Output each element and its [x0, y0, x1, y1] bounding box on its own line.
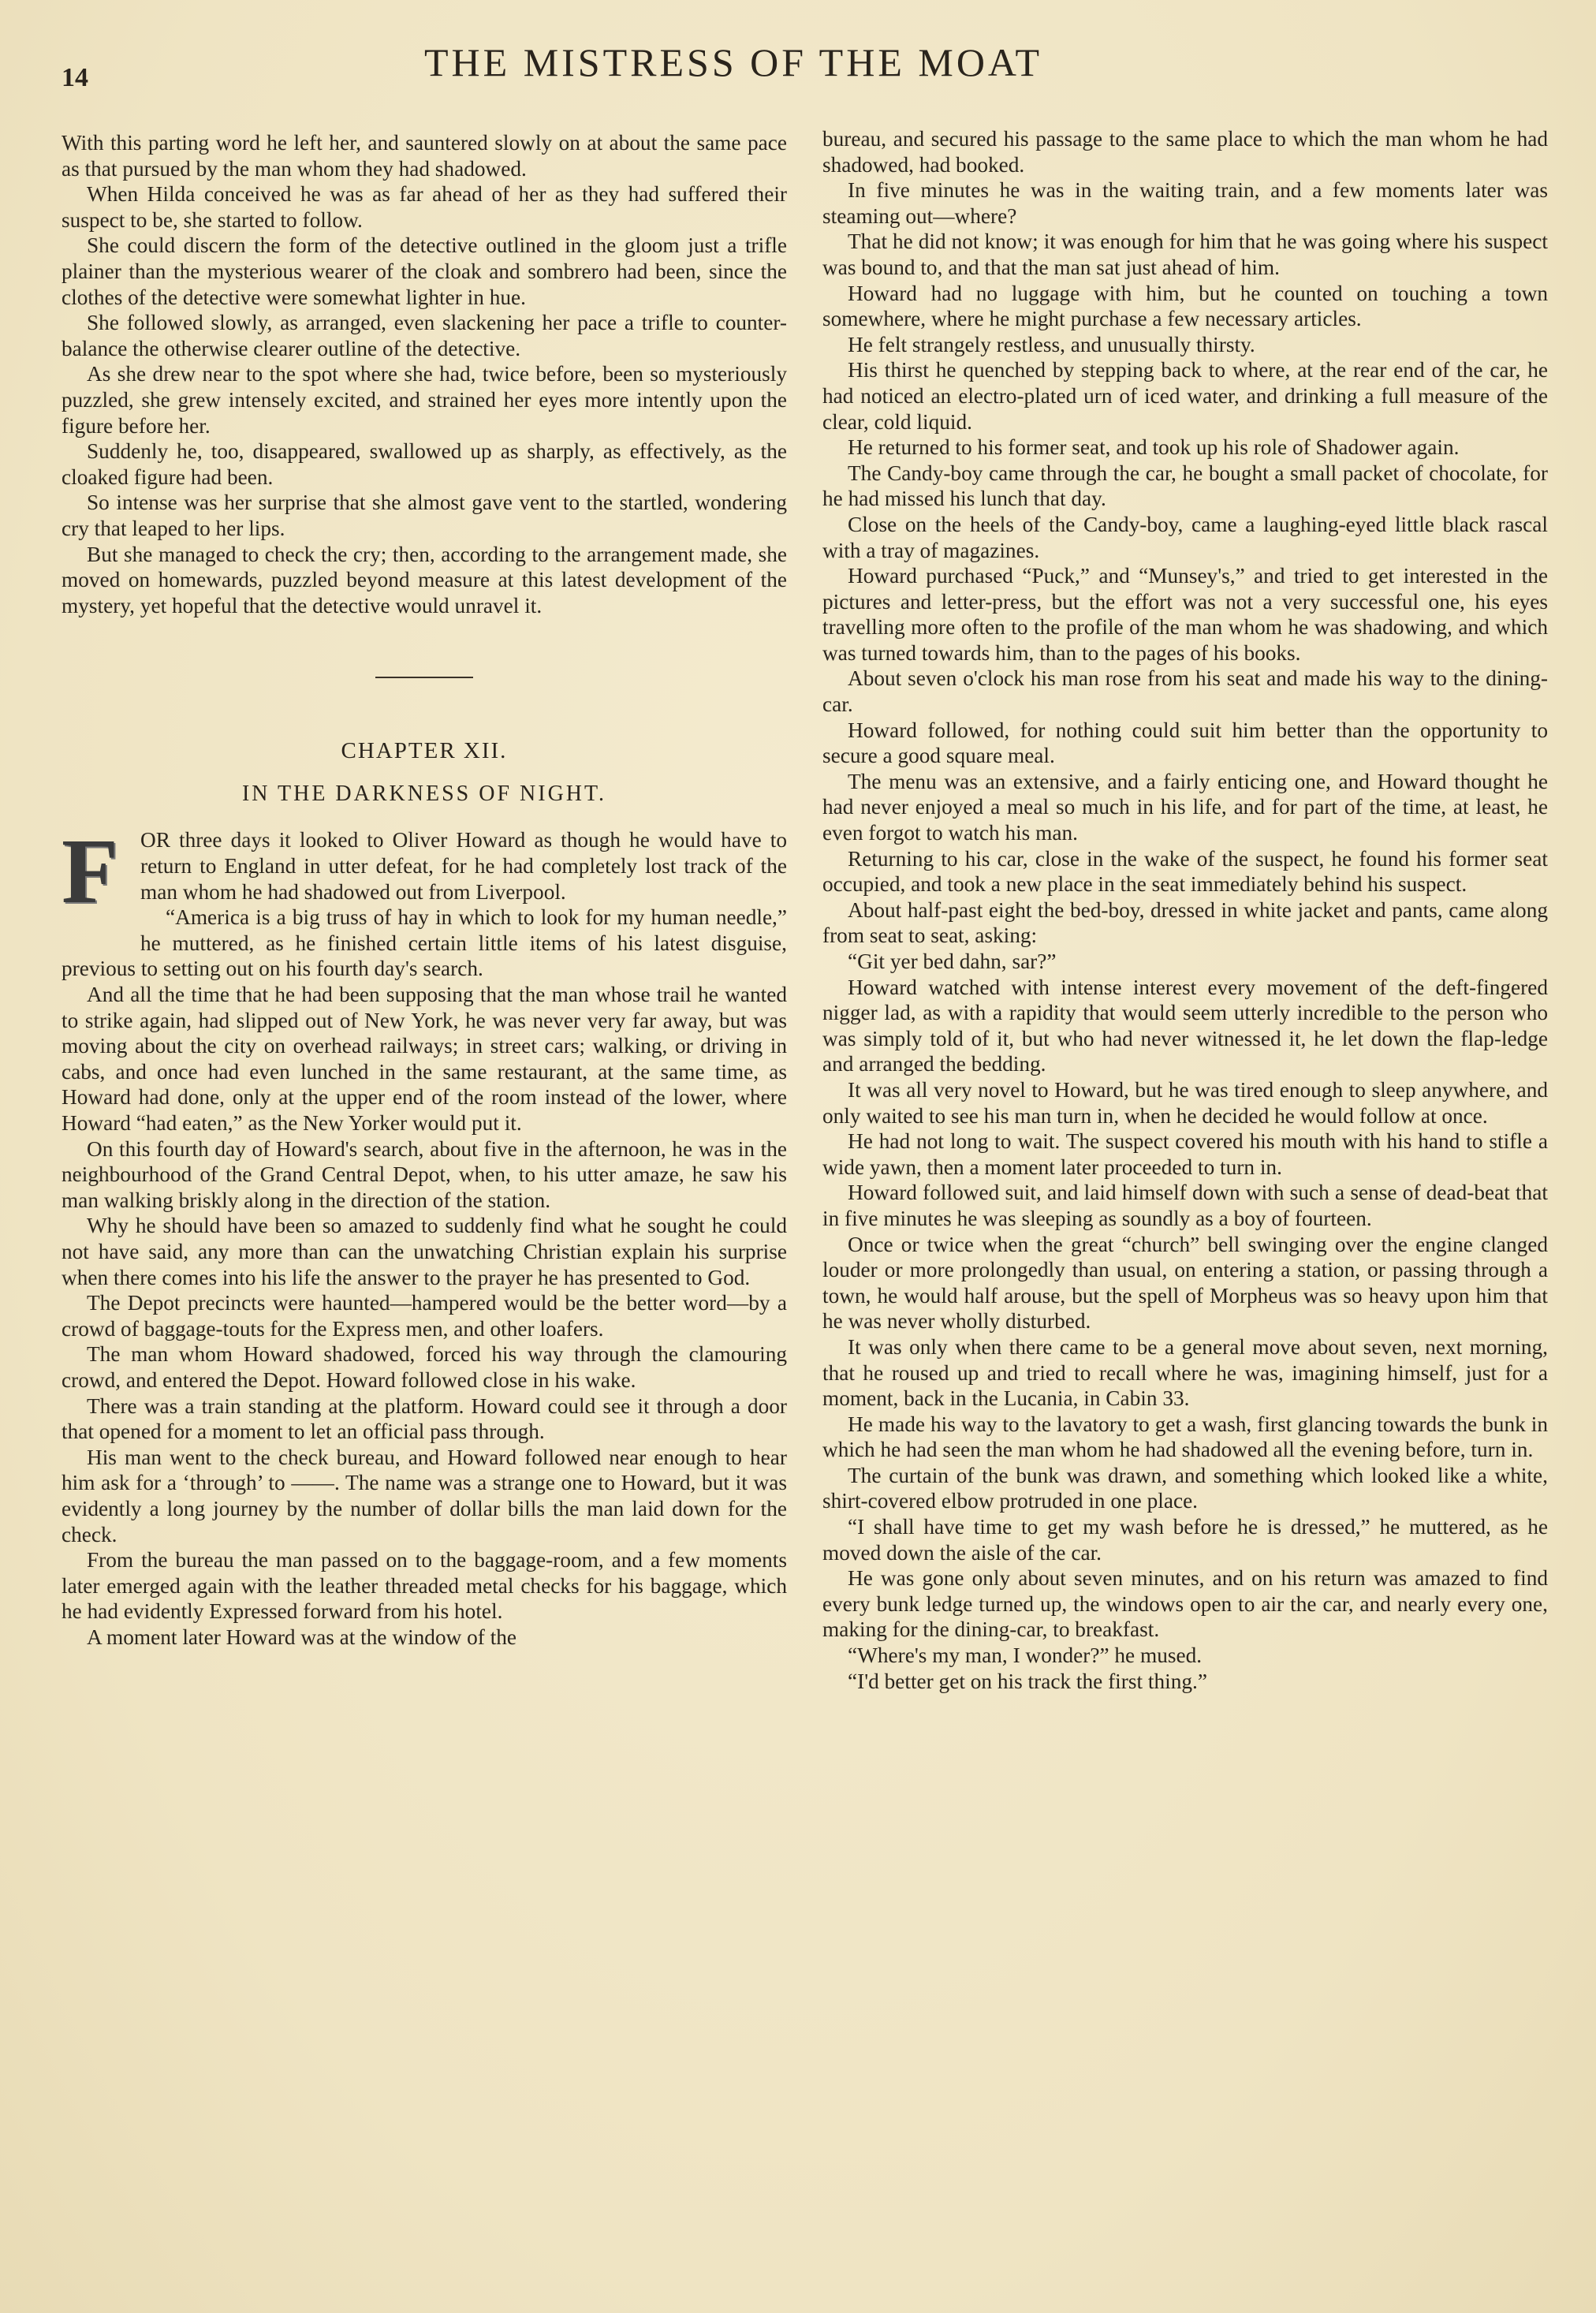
paragraph: “America is a big truss of hay in which to look for my human needle,” he muttered, as he finished certain little items of his latest disguise, previous to setting out on his fourth day's search.	[62, 905, 787, 981]
paragraph: He felt strangely restless, and unusually thirsty.	[848, 332, 1255, 356]
paragraph: The menu was an extensive, and a fairly enticing one, and Howard thought he had never enjoyed a meal so much in his life, and for part of the time, at least, he even forgot to watch his man.	[822, 769, 1548, 845]
paragraph: Howard purchased “Puck,” and “Munsey's,” and tried to get interested in the pictures and letter-press, but the effort was not a very successful one, his eyes travelling more often to the profile of the man whom he was shadowing, and which was turned towards him, than to the pages of his books.	[822, 564, 1548, 665]
paragraph: He was gone only about seven minutes, and on his return was amazed to find every bunk ledge turned up, the windows open to air the car, and nearly every one, making for the dining-car, to breakfast.	[822, 1566, 1548, 1642]
chapter-title: IN THE DARKNESS OF NIGHT.	[241, 781, 607, 806]
paragraph: He had not long to wait. The suspect covered his mouth with his hand to stifle a wide yawn, then a moment later proceeded to turn in.	[822, 1129, 1548, 1179]
paragraph: Howard watched with intense interest every movement of the deft-fingered nigger lad, as with a rapidity that would seem utterly incredible to the person who was simply told of it, but who had never witnessed it, he let down the flap-ledge and arranged the bedding.	[822, 975, 1548, 1076]
paragraph: Close on the heels of the Candy-boy, came a laughing-eyed little black rascal with a tray of magazines.	[822, 512, 1548, 562]
paragraph: On this fourth day of Howard's search, about five in the afternoon, he was in the neighbourhood of the Grand Central Depot, when, to his utter amaze, he saw his man walking briskly along in the direction of the station.	[62, 1136, 787, 1212]
paragraph: About seven o'clock his man rose from his seat and made his way to the dining-car.	[822, 666, 1548, 717]
paragraph: “I'd better get on his track the first thing.”	[848, 1669, 1207, 1693]
paragraph: And all the time that he had been supposing that the man whose trail he wanted to strike again, had slipped out of New York, he was never very far away, but was moving about the city on overhead railways; in street cars; walking, or driving in cabs, and once had even lunched in the same restaurant, at the same time, as Howard had done, only at the upper end of the room instead of the lower, where Howard “had eaten,” as the New Yorker would put it.	[62, 983, 787, 1135]
paragraph: “I shall have time to get my wash before he is dressed,” he muttered, as he moved down the aisle of the car.	[822, 1515, 1548, 1565]
page-header	[62, 39, 1544, 95]
paragraph: In five minutes he was in the waiting train, and a few moments later was steaming out—where?	[822, 178, 1548, 228]
paragraph: Once or twice when the great “church” bell swinging over the engine clanged louder or more prolongedly than usual, on entering a station, or passing through a town, he would half arouse, but the spell of Morpheus was so heavy upon him that he was never wholly disturbed.	[822, 1232, 1548, 1334]
paragraph: Howard had no luggage with him, but he counted on touching a town somewhere, where he might purchase a few necessary articles.	[822, 281, 1548, 331]
paragraph: She followed slowly, as arranged, even slackening her pace a trifle to counter-balance the otherwise clearer outline of the detective.	[62, 311, 787, 360]
paragraph: With this parting word he left her, and sauntered slowly on at about the same pace as that pursued by the man whom they had shadowed.	[62, 131, 787, 181]
paragraph: About half-past eight the bed-boy, dressed in white jacket and pants, came along from seat to seat, asking:	[822, 897, 1548, 948]
paragraph: There was a train standing at the platform. Howard could see it through a door that opened for a moment to let an official pass through.	[62, 1393, 787, 1444]
paragraph: Howard followed suit, and laid himself down with such a sense of dead-beat that in five minutes he was sleeping as soundly as a boy of fourteen.	[822, 1181, 1548, 1230]
paragraph: So intense was her surprise that she almost gave vent to the startled, wondering cry that leaped to her lips.	[62, 491, 787, 540]
paragraph: The Candy-boy came through the car, he bought a small packet of chocolate, for he had missed his lunch that day.	[822, 461, 1548, 511]
paragraph: Suddenly he, too, disappeared, swallowed up as sharply, as effectively, as the cloaked figure had been.	[62, 439, 787, 489]
running-title: THE MISTRESS OF THE MOAT	[424, 40, 1043, 84]
paragraph: The Depot precincts were haunted—hampered would be the better word—by a crowd of baggage-touts for the Express men, and other loafers.	[62, 1291, 787, 1341]
paragraph: It was all very novel to Howard, but he was tired enough to sleep anywhere, and only waited to see his man turn in, when he decided he would follow at once.	[822, 1077, 1548, 1128]
opening-paragraph	[62, 819, 787, 923]
paragraph: A moment later Howard was at the window of the	[87, 1625, 517, 1649]
left-column	[62, 130, 787, 1650]
paragraph: As she drew near to the spot where she had, twice before, been so mysteriously puzzled, she grew intensely excited, and strained her eyes more intently upon the figure before her.	[62, 362, 787, 438]
drop-cap: F	[62, 819, 119, 923]
right-column	[822, 126, 1548, 1694]
paragraph: The curtain of the bunk was drawn, and something which looked like a white, shirt-covered elbow protruded in one place.	[822, 1463, 1548, 1513]
paragraph: She could discern the form of the detective outlined in the gloom just a trifle plainer than the mysterious wearer of the cloak and sombrero had been, since the clothes of the detective were somewhat lighter in hue.	[62, 233, 787, 309]
paragraph: When Hilda conceived he was as far ahead of her as they had suffered their suspect to be, she started to follow.	[62, 182, 787, 232]
paragraph: But she managed to check the cry; then, according to the arrangement made, she moved on homewards, puzzled beyond measure at this latest development of the mystery, yet hopeful that the detective would unravel it.	[62, 542, 787, 617]
paragraph: Howard followed, for nothing could suit him better than the opportunity to secure a good square meal.	[822, 718, 1548, 768]
paragraph: From the bureau the man passed on to the baggage-room, and a few moments later emerged again with the leather threaded metal checks for his baggage, which he had evidently Expressed forward from his hotel.	[62, 1548, 787, 1624]
opening-text: OR three days it looked to Oliver Howard as though he would have to return to England in utter defeat, for he had completely lost track of the man whom he had shadowed out from Liverpool.	[140, 828, 787, 904]
paragraph: His man went to the check bureau, and Howard followed near enough to hear him ask for a ‘through’ to ——. The name was a strange one to Howard, but it was evidently a long journey by the number of dollar bills the man laid down for the check.	[62, 1445, 787, 1546]
paragraph: bureau, and secured his passage to the same place to which the man whom he had shadowed, had booked.	[822, 127, 1548, 177]
paragraph: He returned to his former seat, and took up his role of Shadower again.	[848, 435, 1460, 460]
chapter-number: CHAPTER XII.	[341, 738, 508, 764]
paragraph: It was only when there came to be a general move about seven, next morning, that he roused up and tried to recall where he was, imagining himself, just for a moment, back in the Lucania, in Cabin 33.	[822, 1334, 1548, 1411]
paragraph: That he did not know; it was enough for him that he was going where his suspect was bound to, and that the man sat just ahead of him.	[822, 229, 1548, 279]
paragraph: “Git yer bed dahn, sar?”	[848, 949, 1057, 973]
paragraph: The man whom Howard shadowed, forced his way through the clamouring crowd, and entered the Depot. Howard followed close in his wake.	[62, 1342, 787, 1392]
paragraph: Why he should have been so amazed to suddenly find what he sought he could not have said, any more than can the unwatching Christian explain his surprise when there comes into his life the answer to the prayer he has presented to God.	[62, 1214, 787, 1289]
paragraph: Returning to his car, close in the wake of the suspect, he found his former seat occupied, and took a new place in the seat immediately behind his suspect.	[822, 846, 1548, 897]
paragraph: “Where's my man, I wonder?” he mused.	[848, 1643, 1203, 1668]
paragraph: He made his way to the lavatory to get a wash, first glancing towards the bunk in which he had seen the man whom he had shadowed all the evening before, turn in.	[822, 1412, 1548, 1462]
page-number: 14	[62, 63, 88, 92]
paragraph: His thirst he quenched by stepping back to where, at the rear end of the car, he had noticed an electro-plated urn of iced water, and drinking a full measure of the clear, cold liquid.	[822, 358, 1548, 434]
